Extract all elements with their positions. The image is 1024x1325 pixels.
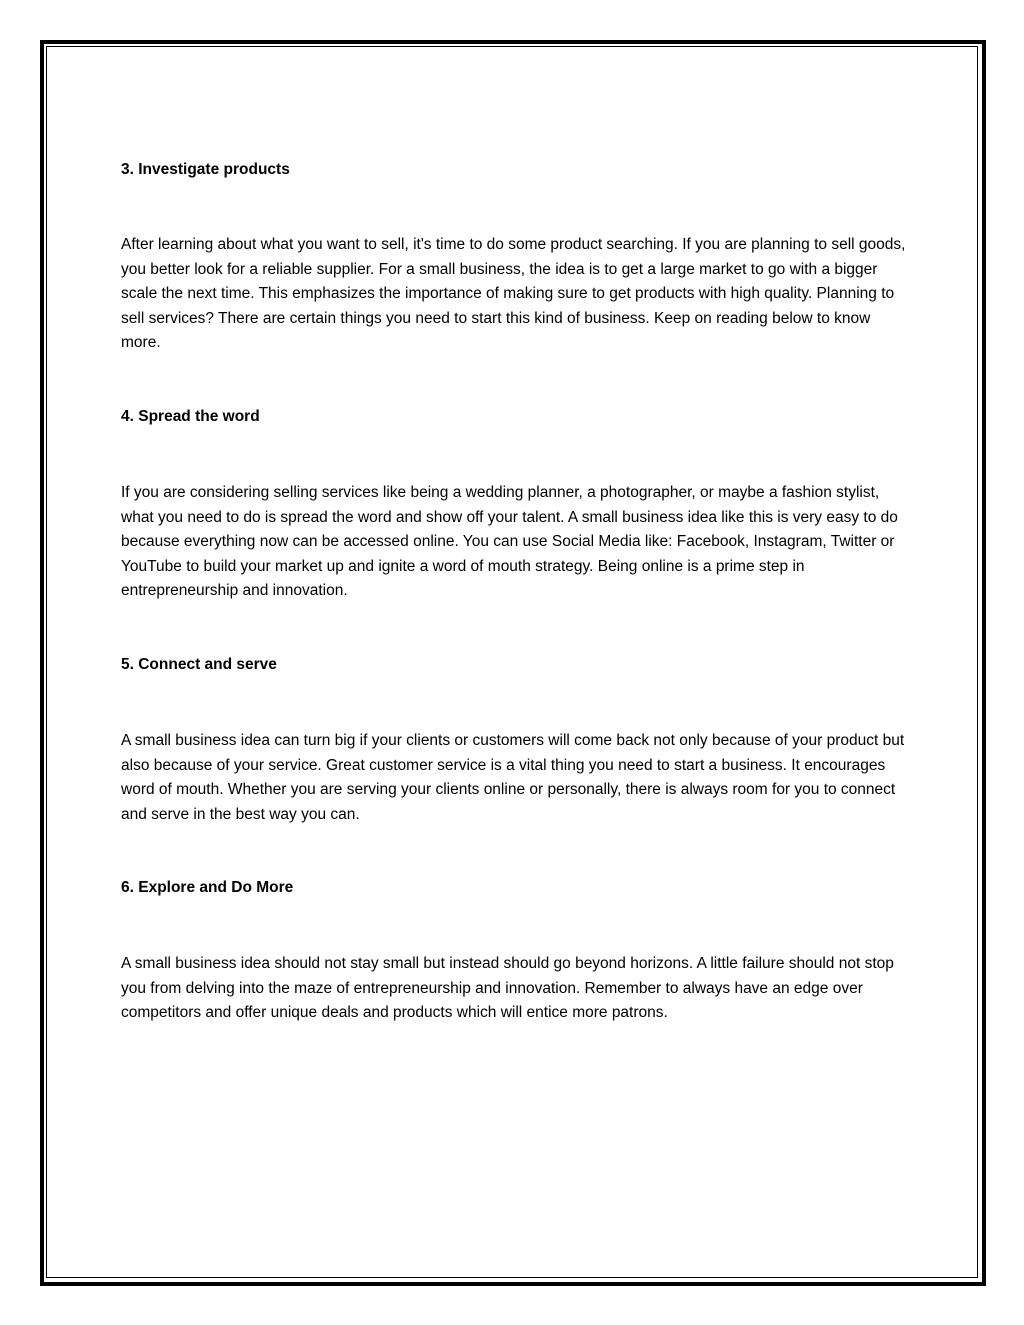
section-heading-explore-and-do-more: 6. Explore and Do More [121,879,294,896]
section-body-connect-and-serve: A small business idea can turn big if your clients or customers will come back not only because of your product but also because of your service. Great customer service is a vital thing you need to start a business. It encourages word of mouth. Whether you are serving your clients online or personally, there is always room for you to connect and serve in the best way you can. [121,732,905,823]
section-body-explore-and-do-more: A small business idea should not stay small but instead should go beyond horizons. A little failure should not stop you from delving into the maze of entrepreneurship and innovation. Remember to always have an edge over competitors and offer unique deals and products which will entice more patrons. [121,955,894,1021]
section-body-investigate-products: After learning about what you want to sell, it's time to do some product searching. If you are planning to sell goods, you better look for a reliable supplier. For a small business, the idea is to get a large market to go with a bigger scale the next time. This emphasizes the importance of making sure to get products with high quality. Planning to sell services? There are certain things you need to start this kind of business. Keep on reading below to know more. [121,236,906,351]
section-heading-investigate-products: 3. Investigate products [121,161,290,178]
section-heading-connect-and-serve: 5. Connect and serve [121,656,277,673]
section-heading-spread-the-word: 4. Spread the word [121,408,260,425]
section-body-spread-the-word: If you are considering selling services like being a wedding planner, a photographer, or maybe a fashion stylist, what you need to do is spread the word and show off your talent. A small business idea like this is very easy to do because everything now can be accessed online. You can use Social Media like: Facebook, Instagram, Twitter or YouTube to build your market up and ignite a word of mouth strategy. Being online is a prime step in entrepreneurship and innovation. [121,484,898,599]
